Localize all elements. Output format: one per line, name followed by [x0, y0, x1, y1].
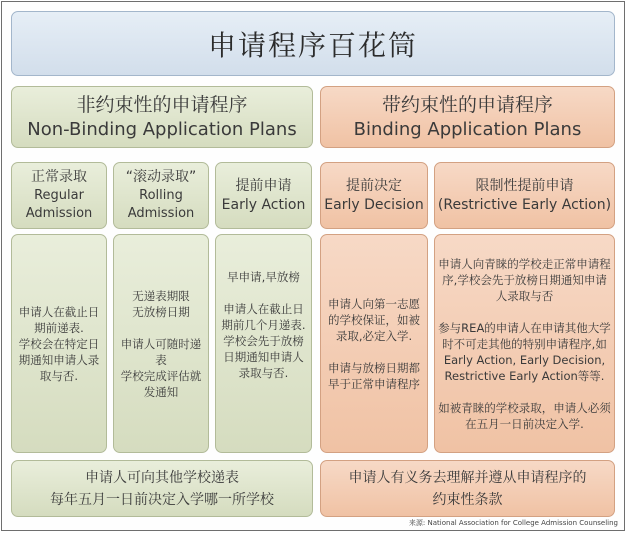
early-action-desc-3: 学校会先于放榜日期通知申请人录取与否. — [223, 334, 304, 380]
early-decision-title — [320, 162, 428, 229]
early-action-desc — [215, 234, 312, 453]
regular-admission-desc — [11, 234, 107, 453]
rea-title — [434, 162, 615, 229]
early-action-desc-1: 早申请,早放榜 — [227, 270, 300, 284]
nonbinding-header — [11, 86, 313, 148]
rolling-admission-desc-1: 无递表期限 — [132, 288, 190, 303]
rolling-admission-title-en-1: Rolling — [139, 188, 183, 203]
rea-desc-2: 参与REA的申请人在申请其他大学时不可走其他的特别申请程序,如Early Action, Early Decision, Restrictive Early Action等等. — [438, 320, 611, 383]
nonbinding-header-cn: 非约束性的申请程序 — [76, 94, 248, 116]
binding-header — [320, 86, 615, 148]
binding-header-en: Binding Application Plans — [353, 119, 582, 140]
rea-title-cn: 限制性提前申请 — [475, 177, 574, 194]
binding-footer-line-2: 约束性条款 — [432, 491, 503, 508]
rolling-admission-title-en-2: Admission — [127, 206, 195, 221]
binding-footer-line-1: 申请人有义务去理解并遵从申请程序的 — [348, 469, 587, 486]
rolling-admission-title-cn: “滚动录取” — [125, 169, 197, 185]
regular-admission-title — [11, 162, 107, 229]
binding-header-cn: 带约束性的申请程序 — [381, 94, 553, 116]
early-decision-desc-1: 申请人向第一志愿的学校保证，如被录取,必定入学. — [328, 296, 420, 343]
early-decision-title-cn: 提前决定 — [346, 177, 402, 194]
early-action-desc-2: 申请人在截止日期前几个月递表. — [221, 302, 306, 332]
rolling-admission-desc-2: 无放榜日期 — [132, 304, 190, 319]
infographic-frame — [1, 1, 625, 531]
early-decision-title-en: Early Decision — [324, 196, 424, 213]
page-title: 申请程序百花筒 — [207, 28, 418, 62]
nonbinding-footer-line-1: 申请人可向其他学校递表 — [85, 469, 239, 486]
regular-admission-title-cn: 正常录取 — [31, 169, 87, 185]
rolling-admission-desc-3: 申请人可随时递表 — [120, 336, 202, 367]
early-action-title — [215, 162, 312, 229]
rolling-admission-desc — [113, 234, 209, 453]
regular-admission-title-en-1: Regular — [34, 188, 84, 203]
rolling-admission-title — [113, 162, 209, 229]
rea-desc-1: 申请人向青睐的学校走正常申请程序,学校会先于放榜日期通知申请人录取与否 — [438, 256, 611, 303]
binding-footer — [320, 460, 615, 517]
early-decision-desc-2: 申请与放榜日期都早于正常申请程序 — [328, 360, 420, 391]
rolling-admission-desc-4: 学校完成评估就发通知 — [120, 368, 202, 399]
nonbinding-footer-line-2: 每年五月一日前决定入学哪一所学校 — [50, 491, 274, 508]
rea-desc — [434, 234, 615, 453]
early-action-title-cn: 提前申请 — [235, 177, 292, 194]
nonbinding-footer — [11, 460, 313, 517]
nonbinding-header-en: Non-Binding Application Plans — [27, 119, 297, 140]
early-action-title-en: Early Action — [221, 196, 306, 213]
regular-admission-desc-1: 申请人在截止日期前递表. — [18, 304, 100, 335]
rea-desc-3: 如被青睐的学校录取，申请人必须在五月一日前决定入学. — [438, 400, 611, 431]
early-decision-desc — [320, 234, 428, 453]
title-box — [11, 11, 615, 76]
source-note: 来源: National Association for College Admission Counseling — [408, 519, 618, 527]
regular-admission-desc-2: 学校会在特定日期通知申请人录取与否. — [18, 336, 100, 383]
rea-title-en: (Restrictive Early Action) — [437, 196, 612, 213]
regular-admission-title-en-2: Admission — [25, 206, 93, 221]
